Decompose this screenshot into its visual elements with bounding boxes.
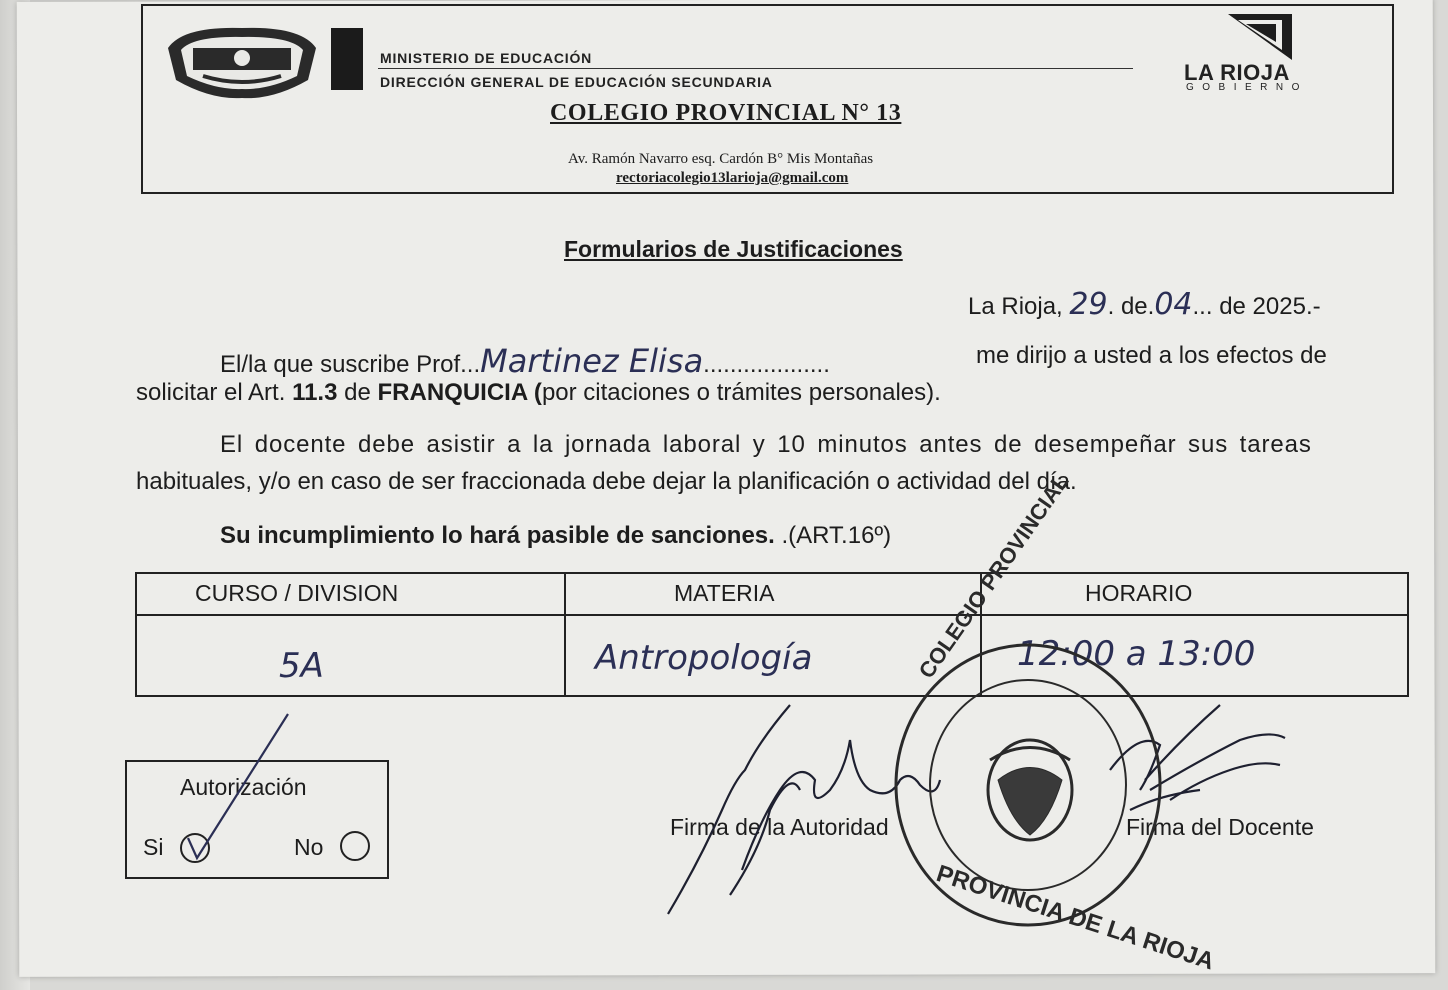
- school-crest-logo: [163, 18, 321, 102]
- teacher-signature-label: Firma del Docente: [1126, 814, 1314, 840]
- government-subtitle: GOBIERNO: [1186, 82, 1308, 93]
- franchise-reason: por citaciones o trámites personales).: [541, 379, 941, 406]
- stamp-top-text: COLEGIO PROVINCIAL: [913, 469, 1074, 683]
- cell-course: 5A: [279, 646, 324, 686]
- article-prefix: solicitar el Art.: [136, 379, 286, 406]
- sanction-warning: [220, 522, 891, 550]
- date-line: La Rioja, 29. de.04... de 2025.-: [968, 287, 1321, 322]
- paragraph1-line2: [136, 379, 941, 407]
- government-name: LA RIOJA: [1184, 60, 1290, 85]
- option-yes-circle[interactable]: [180, 833, 210, 863]
- table-header-divider: [137, 614, 1407, 616]
- header-subject: MATERIA: [674, 580, 775, 606]
- authority-signature-label: Firma de la Autoridad: [670, 814, 889, 840]
- date-day: 29: [1069, 287, 1108, 322]
- paragraph1-after-name: me dirijo a usted a los efectos de: [976, 342, 1327, 369]
- form-title: Formularios de Justificaciones: [564, 236, 903, 262]
- date-city: La Rioja,: [968, 293, 1063, 320]
- sanction-warning-bold: Su incumplimiento lo hará pasible de sanciones.: [220, 522, 775, 549]
- header-rule: [378, 68, 1133, 69]
- course-table: [135, 572, 1409, 697]
- paragraph2-line2: habituales, y/o en caso de ser fraccionada debe dejar la planificación o actividad del día.: [136, 468, 1077, 495]
- school-address: Av. Ramón Navarro esq. Cardón B° Mis Montañas: [568, 151, 874, 167]
- school-email: rectoriacolegio13larioja@gmail.com: [616, 170, 849, 186]
- direction-name: DIRECCIÓN GENERAL DE EDUCACIÓN SECUNDARIA: [380, 74, 773, 90]
- table-column-divider: [564, 574, 566, 695]
- option-no-label: No: [294, 834, 324, 860]
- franchise-label: FRANQUICIA (: [377, 379, 542, 406]
- article-connector: de: [344, 379, 371, 406]
- table-column-divider: [980, 574, 982, 695]
- school-title: COLEGIO PROVINCIAL N° 13: [550, 100, 902, 126]
- option-no-circle[interactable]: [340, 831, 370, 861]
- date-year: de 2025.-: [1219, 293, 1321, 320]
- cell-subject: Antropología: [595, 638, 813, 678]
- stamp-bottom-text: PROVINCIA DE LA RIOJA: [933, 860, 1218, 976]
- authorization-label: Autorización: [180, 774, 307, 800]
- header-bar: [331, 28, 363, 90]
- teacher-name: Martinez Elisa: [480, 342, 704, 380]
- article-number: 11.3: [292, 379, 338, 406]
- paragraph1-lead: El/la que suscribe Prof.: [220, 351, 467, 378]
- header-course: CURSO / DIVISION: [195, 580, 399, 606]
- ministry-name: MINISTERIO DE EDUCACIÓN: [380, 50, 593, 66]
- cell-schedule: 12:00 a 13:00: [1017, 634, 1256, 674]
- sanction-article: .(ART.16º): [774, 522, 892, 549]
- paragraph1-line1: El/la que suscribe Prof...Martinez Elisa...................: [220, 342, 830, 380]
- paragraph2-line1: El docente debe asistir a la jornada laboral y 10 minutos antes de desempeñar sus tareas: [220, 431, 1312, 458]
- date-connector: de: [1120, 293, 1148, 320]
- option-yes-label: Si: [143, 834, 164, 860]
- date-month: 04: [1154, 287, 1193, 322]
- header-schedule: HORARIO: [1085, 580, 1193, 606]
